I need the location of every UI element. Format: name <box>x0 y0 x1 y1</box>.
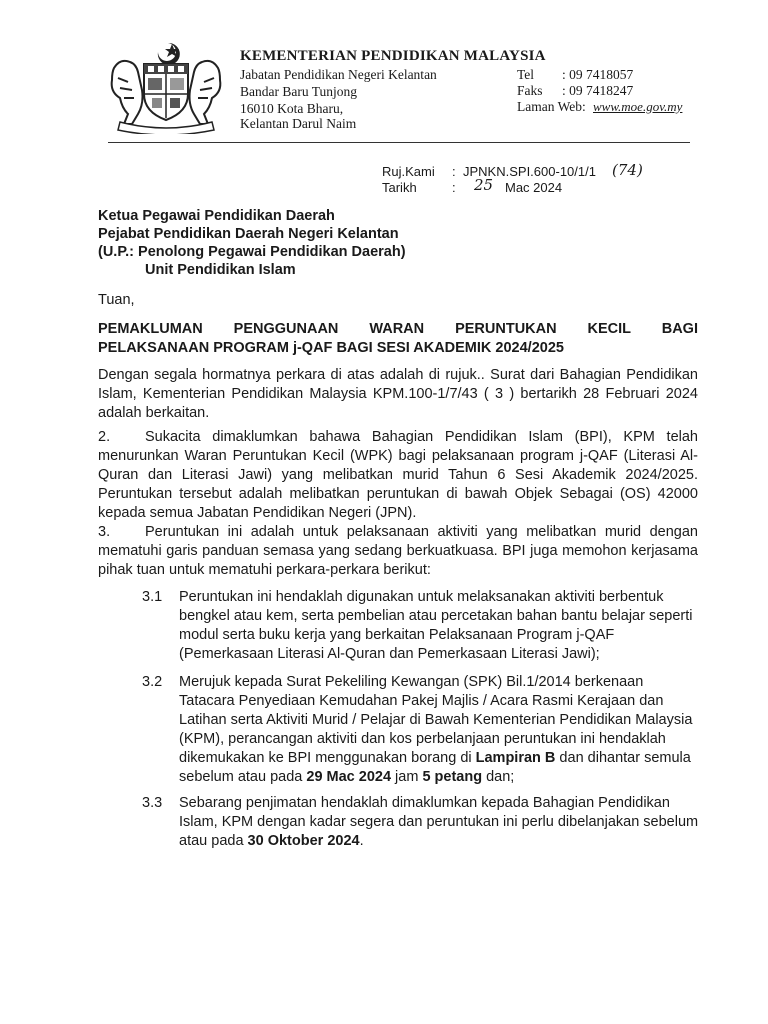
item-number: 3.2 <box>142 674 163 690</box>
fax-value: : 09 7418247 <box>562 83 634 98</box>
paragraph-number: 3. <box>98 524 111 540</box>
tel-label: Tel <box>517 67 535 82</box>
date-value: Mac 2024 <box>505 180 563 195</box>
subject-heading <box>98 320 698 358</box>
address-line: Kelantan Darul Naim <box>240 116 357 131</box>
item-3-2-text <box>179 673 699 787</box>
item-number: 3.3 <box>142 795 163 811</box>
item-3-1-text: Peruntukan ini hendaklah digunakan untuk melaksanakan aktiviti berbentuk bengkel atau kem, serta pembelian atau percetakan bahan bantu belajar seperti modul serta buku kerja yang berkaitan Pelaksanaan Program j-QAF (Pemerkasaan Literasi Al-Quran dan Pemerkasaan Literasi Jawi); <box>179 589 693 662</box>
emphasis-deadline-date: 29 Mac 2024 <box>306 769 392 785</box>
emphasis-deadline-time: 5 petang <box>422 769 483 785</box>
emphasis-lampiran: Lampiran B <box>475 750 556 766</box>
item-text: Sebarang penjimatan hendaklah dimaklumkan kepada Bahagian Pendidikan Islam, KPM dengan kadar segera dan peruntukan ini perlu dibelanjakan sebelum atau pada <box>179 795 699 849</box>
fax-label: Faks <box>517 83 543 98</box>
ref-colon: : <box>452 164 456 179</box>
address-line: Jabatan Pendidikan Negeri Kelantan <box>240 67 437 82</box>
item-number: 3.1 <box>142 589 163 605</box>
coat-of-arms-icon <box>100 38 232 134</box>
address-line: 16010 Kota Bharu, <box>240 101 344 116</box>
ministry-name: KEMENTERIAN PENDIDIKAN MALAYSIA <box>240 48 546 64</box>
paragraph-number: 2. <box>98 429 111 445</box>
item-text: jam <box>391 769 423 785</box>
paragraph-2 <box>98 428 698 523</box>
salutation: Tuan, <box>98 292 135 308</box>
item-text: . <box>359 833 364 849</box>
paragraph-text: Sukacita dimaklumkan bahawa Bahagian Pendidikan Islam (BPI), KPM telah menurunkan Waran Peruntukan Kecil (WPK) bagi pelaksanaan program j-QAF (Literasi Al-Quran dan Literasi Jawi) yang melibatkan murid Tahun 6 Sesi Akademik 2024/2025. Peruntukan tersebut adalah melibatkan peruntukan di bawah Objek Sebagai (OS) 42000 kepada semua Jabatan Pendidikan Negeri (JPN). <box>98 429 698 521</box>
subject-line-2: PELAKSANAAN PROGRAM j-QAF BAGI SESI AKADEMIK 2024/2025 <box>98 340 564 356</box>
date-colon: : <box>452 180 456 195</box>
date-handwritten-day: 25 <box>474 176 494 194</box>
ref-label: Ruj.Kami <box>382 164 435 179</box>
addressee-line: Pejabat Pendidikan Daerah Negeri Kelantan <box>98 226 399 242</box>
letterhead-divider <box>108 142 690 143</box>
addressee-line: Unit Pendidikan Islam <box>145 262 296 278</box>
address-line: Bandar Baru Tunjong <box>240 84 358 99</box>
item-text: Merujuk kepada Surat Pekeliling Kewangan (SPK) Bil.1/2014 berkenaan Tatacara Penyediaan Kemudahan Pakej Majlis / Acara Rasmi Kerajaan dan Latihan serta Aktiviti Murid / Pelajar di Bawah Kementerian Pendidikan Malaysia (KPM), perancangan aktiviti dan kos perbelanjaan peruntukan ini hendaklah dikemukakan ke BPI menggunakan borang di <box>179 674 693 766</box>
paragraph-3 <box>98 523 698 580</box>
web-link[interactable]: www.moe.gov.my <box>593 99 683 114</box>
paragraph-text: Peruntukan ini adalah untuk pelaksanaan aktiviti yang melibatkan murid dengan mematuhi garis panduan semasa yang sedang berkuatkuasa. BPI juga memohon kerjasama pihak tuan untuk mematuhi perkara-perkara berikut: <box>98 524 698 578</box>
date-label: Tarikh <box>382 180 417 195</box>
web-label: Laman Web: <box>517 99 586 114</box>
ref-handwritten-number: (74) <box>612 161 643 179</box>
addressee-line: (U.P.: Penolong Pegawai Pendidikan Daerah) <box>98 244 406 260</box>
emphasis-deadline-date: 30 Oktober 2024 <box>247 833 360 849</box>
ref-value: JPNKN.SPI.600-10/1/1 <box>463 164 596 179</box>
tel-value: : 09 7418057 <box>562 67 634 82</box>
paragraph-1: Dengan segala hormatnya perkara di atas adalah di rujuk.. Surat dari Bahagian Pendidikan Islam, Kementerian Pendidikan Malaysia KPM.100-1/7/43 ( 3 ) bertarikh 28 Februari 2024 adalah berkaitan. <box>98 367 698 421</box>
subject-line-1: PEMAKLUMAN PENGGUNAAN WARAN PERUNTUKAN KECIL BAGI <box>98 321 698 337</box>
item-3-3-text <box>179 794 699 851</box>
item-text: dan dihantar semula sebelum atau pada <box>179 750 691 785</box>
addressee-line: Ketua Pegawai Pendidikan Daerah <box>98 208 335 224</box>
item-text: dan; <box>482 769 515 785</box>
